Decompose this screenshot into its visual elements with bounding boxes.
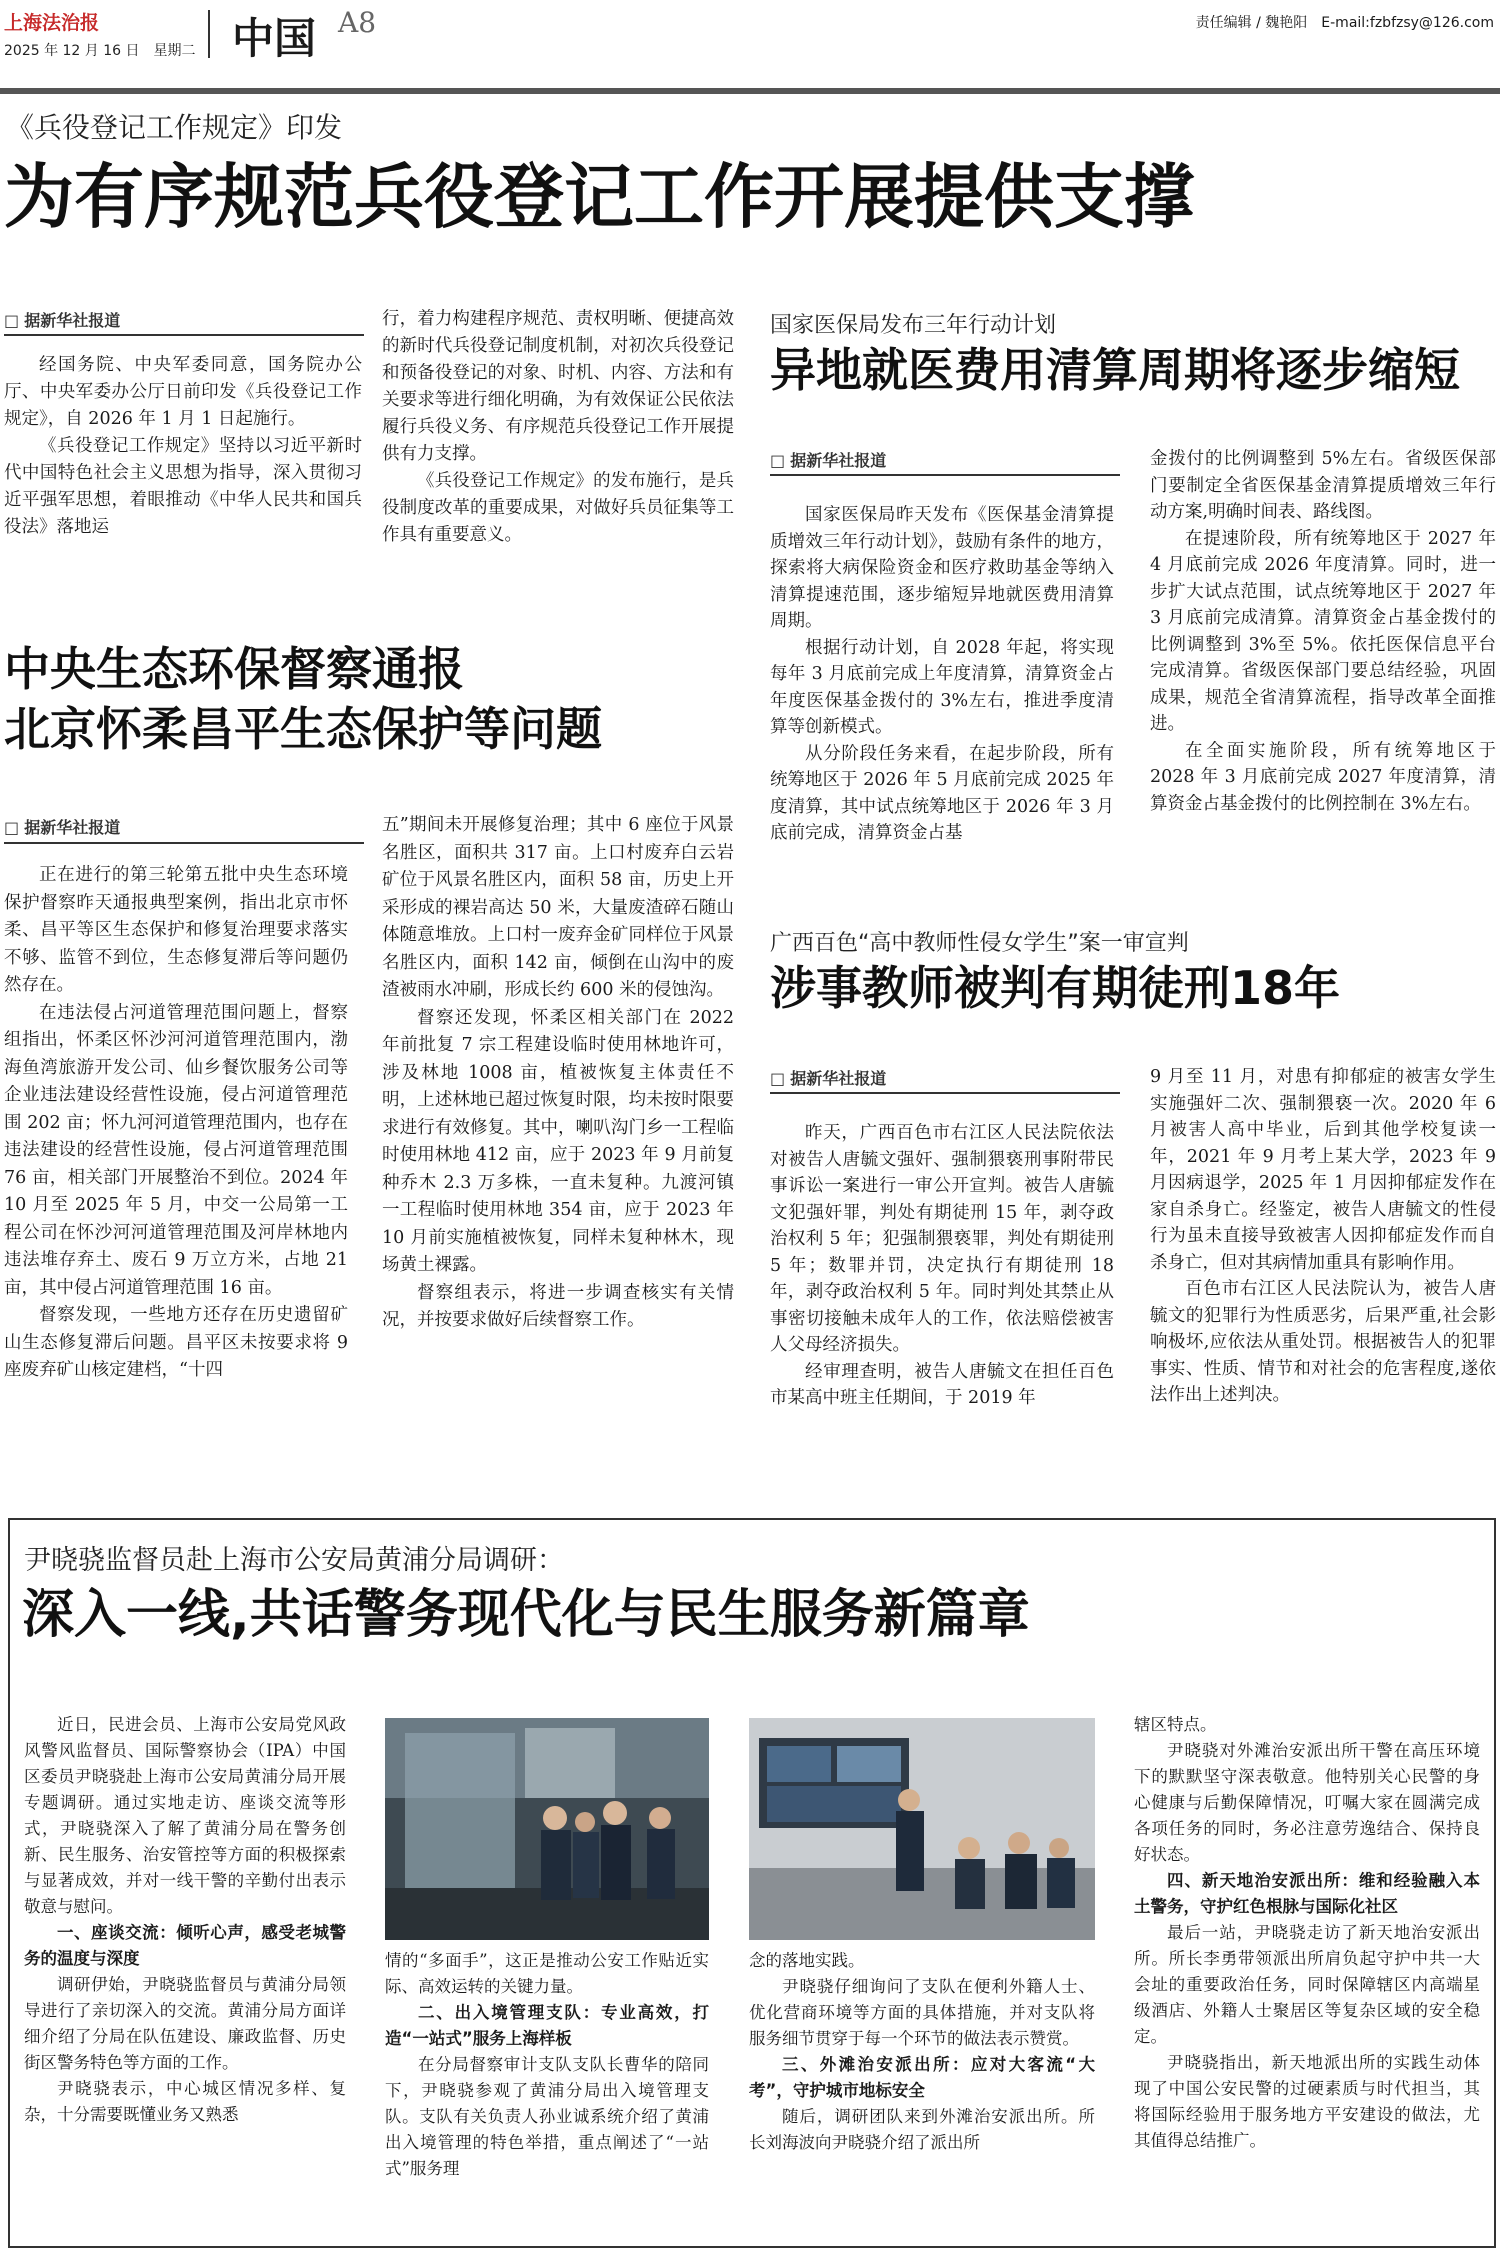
police-paragraph: 尹晓骁表示，中心城区情况多样、复杂，十分需要既懂业务又熟悉 [24, 2079, 346, 2124]
police-column-4 [1134, 1712, 1480, 2154]
lead-kicker: 《兵役登记工作规定》印发 [6, 111, 343, 144]
medical-byline-rule [770, 474, 1120, 476]
court-paragraph: 昨天，广西百色市右江区人民法院依法对被告人唐毓文强奸、强制猥亵刑事附带民事诉讼一案进行一审公开宣判。被告人唐毓文犯强奸罪，判处有期徒刑 15 年，剥夺政治权利 5 年；犯强制猥亵罪，判处有期徒刑 5 年；数罪并罚，决定执行有期徒刑 18 年，剥夺政治权利 5 年。同时判处其禁止从事密切接触未成年人的工作，依法赔偿被害人父母经济损失。 [770, 1123, 1114, 1355]
lead-column-2 [382, 306, 734, 549]
eco-paragraph: 五”期间未开展修复治理；其中 6 座位于风景名胜区，面积共 317 亩。上口村废弃白云岩矿位于风景名胜区内，面积 58 亩，历史上开采形成的裸岩高达 50 米，大量废渣碎石随山体随意堆放。上口村一废弃金矿同样位于风景名胜区内，面积 142 亩，倾倒在山沟中的废渣被雨水冲刷，形成长约 600 米的侵蚀沟。 [382, 815, 734, 1000]
police-subheading: 一、座谈交流：倾听心声，感受老城警务的温度与深度 [24, 1923, 346, 1968]
medical-paragraph: 在提速阶段，所有统筹地区于 2027 年 4 月底前完成 2026 年度清算。同时，进一步扩大试点范围，试点统筹地区于 2027 年 3 月底前完成清算。清算资金占基金拨付的比例调整到 3%至 5%。依托医保信息平台完成清算。省级医保部门要总结经验，巩固成果，规范全省清算流程，指导改革全面推进。 [1150, 528, 1496, 734]
masthead-divider [208, 10, 210, 58]
page-number: A8 [338, 6, 377, 39]
lead-headline: 为有序规范兵役登记工作开展提供支撑 [4, 156, 1194, 238]
police-subheading: 二、出入境管理支队：专业高效，打造“一站式”服务上海样板 [385, 2003, 709, 2048]
police-subheading: 四、新天地治安派出所：维和经验融入本土警务，守护红色根脉与国际化社区 [1134, 1871, 1480, 1916]
lead-column-1 [4, 352, 362, 541]
medical-column-2 [1150, 446, 1496, 817]
eco-paragraph: 督察发现，一些地方还存在历史遗留矿山生态修复滞后问题。昌平区未按要求将 9 座废弃矿山核定建档，“十四 [4, 1305, 348, 1380]
eco-paragraph: 在违法侵占河道管理范围问题上，督察组指出，怀柔区怀沙河河道管理范围内，渤海鱼湾旅游开发公司、仙乡餐饮服务公司等企业违法建设经营性设施，侵占河道管理范围 202 亩；怀九河河道管理范围内，也存在违法建设的经营性设施，侵占河道管理范围 76 亩，相关部门开展整治不到位。2024 年 10 月至 2025 年 5 月，中交一公局第一工程公司在怀沙河河道管理范围及河岸林地内违法堆存弃土、废石 9 万立方米，占地 21 亩，其中侵占河道管理范围 16 亩。 [4, 1002, 348, 1298]
police-kicker: 尹晓骁监督员赴上海市公安局黄浦分局调研： [24, 1545, 564, 1576]
lead-paragraph: 《兵役登记工作规定》坚持以习近平新时代中国特色社会主义思想为指导，深入贯彻习近平强军思想，着眼推动《中华人民共和国兵役法》落地运 [4, 436, 362, 537]
lead-paragraph: 行，着力构建程序规范、责权明晰、便捷高效的新时代兵役登记制度机制，对初次兵役登记和预备役登记的对象、时机、内容、方法和有关要求等进行细化明确，为有效保证公民依法履行兵役义务、有序规范兵役登记工作开展提供有力支撑。 [382, 309, 734, 464]
medical-headline: 异地就医费用清算周期将逐步缩短 [770, 343, 1460, 397]
lead-byline-rule [4, 334, 364, 336]
photo-command-center-visit [749, 1718, 1095, 1940]
eco-byline-rule [4, 842, 364, 844]
police-subheading: 三、外滩治安派出所：应对大客流“大考”，守护城市地标安全 [749, 2055, 1095, 2100]
lead-paragraph: 经国务院、中央军委同意，国务院办公厅、中央军委办公厅日前印发《兵役登记工作规定》，自 2026 年 1 月 1 日起施行。 [4, 355, 362, 429]
court-headline: 涉事教师被判有期徒刑18年 [770, 961, 1341, 1015]
police-headline: 深入一线,共话警务现代化与民生服务新篇章 [22, 1585, 1030, 1645]
lead-byline: □ 据新华社报道 [4, 308, 120, 331]
medical-paragraph: 根据行动计划，自 2028 年起，将实现每年 3 月底前完成上年度清算，清算资金占年度医保基金拨付的 3%左右，推进季度清算等创新模式。 [770, 637, 1114, 737]
photo-exit-entry-visit [385, 1718, 709, 1940]
editor-credit: 责任编辑 / 魏艳阳 E-mail:fzbfzsy@126.com [1195, 15, 1494, 31]
medical-paragraph: 在全面实施阶段，所有统筹地区于 2028 年 3 月底前完成 2027 年度清算，清算资金占基金拨付的比例控制在 3%左右。 [1150, 740, 1496, 814]
police-paragraph: 念的落地实践。 [749, 1951, 865, 1970]
medical-paragraph: 从分阶段任务来看，在起步阶段，所有统筹地区于 2026 年 5 月底前完成 2025 年度清算，其中试点统筹地区于 2026 年 3 月底前完成，清算资金占基 [770, 743, 1114, 843]
police-paragraph: 在分局督察审计支队支队长曹华的陪同下，尹晓骁参观了黄浦分局出入境管理支队。支队有关负责人孙业诚系统介绍了黄浦出入境管理的特色举措，重点阐述了“一站式”服务理 [385, 2055, 709, 2178]
medical-paragraph: 金拨付的比例调整到 5%左右。省级医保部门要制定全省医保基金清算提质增效三年行动方案,明确时间表、路线图。 [1150, 449, 1496, 522]
police-paragraph: 随后，调研团队来到外滩治安派出所。所长刘海波向尹晓骁介绍了派出所 [749, 2107, 1095, 2152]
section-name: 中国 [232, 14, 317, 63]
masthead-rule [0, 88, 1500, 94]
police-column-2 [385, 1948, 709, 2182]
lead-paragraph: 《兵役登记工作规定》的发布施行，是兵役制度改革的重要成果，对做好兵员征集等工作具有重要意义。 [382, 471, 734, 545]
eco-paragraph: 正在进行的第三轮第五批中央生态环境保护督察昨天通报典型案例，指出北京市怀柔、昌平等区生态保护和修复治理要求落实不够、监管不到位，生态修复滞后等问题仍然存在。 [4, 865, 348, 995]
eco-column-1 [4, 862, 348, 1385]
court-paragraph: 百色市右江区人民法院认为，被告人唐毓文的犯罪行为性质恶劣，后果严重,社会影响极坏,应依法从重处罚。根据被告人的犯罪事实、性质、情节和对社会的危害程度,遂依法作出上述判决。 [1150, 1279, 1496, 1405]
court-paragraph: 经审理查明，被告人唐毓文在担任百色市某高中班主任期间，于 2019 年 [770, 1361, 1114, 1408]
police-column-1 [24, 1712, 346, 2128]
police-paragraph: 情的“多面手”，这正是推动公安工作贴近实际、高效运转的关键力量。 [385, 1951, 709, 1996]
eco-paragraph: 督察还发现，怀柔区相关部门在 2022 年前批复 7 宗工程建设临时使用林地许可，涉及林地 1008 亩，植被恢复主体责任不明，上述林地已超过恢复时限，均未按时限要求进行有效修复。其中，喇叭沟门乡一工程临时使用林地 412 亩，应于 2023 年 9 月前复种乔木 2.3 万多株，一直未复种。九渡河镇一工程临时使用林地 354 亩，应于 2023 年 10 月前实施植被恢复，同样未复种林木，现场黄土裸露。 [382, 1007, 734, 1275]
court-kicker: 广西百色“高中教师性侵女学生”案一审宣判 [770, 931, 1189, 956]
police-paragraph: 近日，民进会员、上海市公安局党风政风警风监督员、国际警察协会（IPA）中国区委员尹晓骁赴上海市公安局黄浦分局开展专题调研。通过实地走访、座谈交流等形式，尹晓骁深入了解了黄浦分局在警务创新、民生服务、治安管控等方面的积极探索与显著成效，并对一线干警的辛勤付出表示敬意与慰问。 [24, 1715, 346, 1916]
police-paragraph: 尹晓骁仔细询问了支队在便利外籍人士、优化营商环境等方面的具体措施，并对支队将服务细节贯穿于每一个环节的做法表示赞赏。 [749, 1977, 1095, 2048]
police-paragraph: 最后一站，尹晓骁走访了新天地治安派出所。所长李勇带领派出所肩负起守护中共一大会址的重要政治任务，同时保障辖区内高端星级酒店、外籍人士聚居区等复杂区域的安全稳定。 [1134, 1923, 1480, 2046]
eco-column-2 [382, 812, 734, 1335]
medical-kicker: 国家医保局发布三年行动计划 [770, 313, 1057, 338]
newspaper-logo: 上海法治报 [4, 12, 100, 34]
police-paragraph: 调研伊始，尹晓骁监督员与黄浦分局领导进行了亲切深入的交流。黄浦分局方面详细介绍了分局在队伍建设、廉政监督、历史街区警务特色等方面的工作。 [24, 1975, 346, 2072]
police-paragraph: 尹晓骁对外滩治安派出所干警在高压环境下的默默坚守深表敬意。他特别关心民警的身心健康与后勤保障情况，叮嘱大家在圆满完成各项任务的同时，务必注意劳逸结合、保持良好状态。 [1134, 1741, 1480, 1864]
police-column-3 [749, 1948, 1095, 2156]
medical-byline: □ 据新华社报道 [770, 448, 886, 471]
eco-headline-line1: 中央生态环保督察通报 [4, 642, 464, 696]
court-column-2 [1150, 1064, 1496, 1409]
court-byline: □ 据新华社报道 [770, 1066, 886, 1089]
medical-paragraph: 国家医保局昨天发布《医保基金清算提质增效三年行动计划》，鼓励有条件的地方，探索将大病保险资金和医疗救助基金等纳入清算提速范围，逐步缩短异地就医费用清算周期。 [770, 505, 1114, 631]
court-column-1 [770, 1120, 1114, 1412]
eco-byline: □ 据新华社报道 [4, 815, 120, 838]
police-paragraph: 辖区特点。 [1134, 1715, 1217, 1734]
medical-column-1 [770, 502, 1114, 847]
court-paragraph: 9 月至 11 月，对患有抑郁症的被害女学生实施强奸二次、强制猥亵一次。2020 年 6 月被害人高中毕业，后到其他学校复读一年，2021 年 9 月考上某大学，2023 年 9 月因病退学，2025 年 1 月因抑郁症发作在家自杀身亡。经鉴定，被告人唐毓文的性侵行为虽未直接导致被害人因抑郁症发作而自杀身亡，但对其病情加重具有影响作用。 [1150, 1067, 1496, 1273]
issue-date: 2025 年 12 月 16 日 星期二 [4, 43, 196, 59]
eco-paragraph: 督察组表示，将进一步调查核实有关情况，并按要求做好后续督察工作。 [382, 1282, 734, 1330]
court-byline-rule [770, 1092, 1120, 1094]
police-paragraph: 尹晓骁指出，新天地派出所的实践生动体现了中国公安民警的过硬素质与时代担当，其将国际经验用于服务地方平安建设的做法，尤其值得总结推广。 [1134, 2053, 1480, 2150]
eco-headline-line2: 北京怀柔昌平生态保护等问题 [4, 702, 602, 756]
